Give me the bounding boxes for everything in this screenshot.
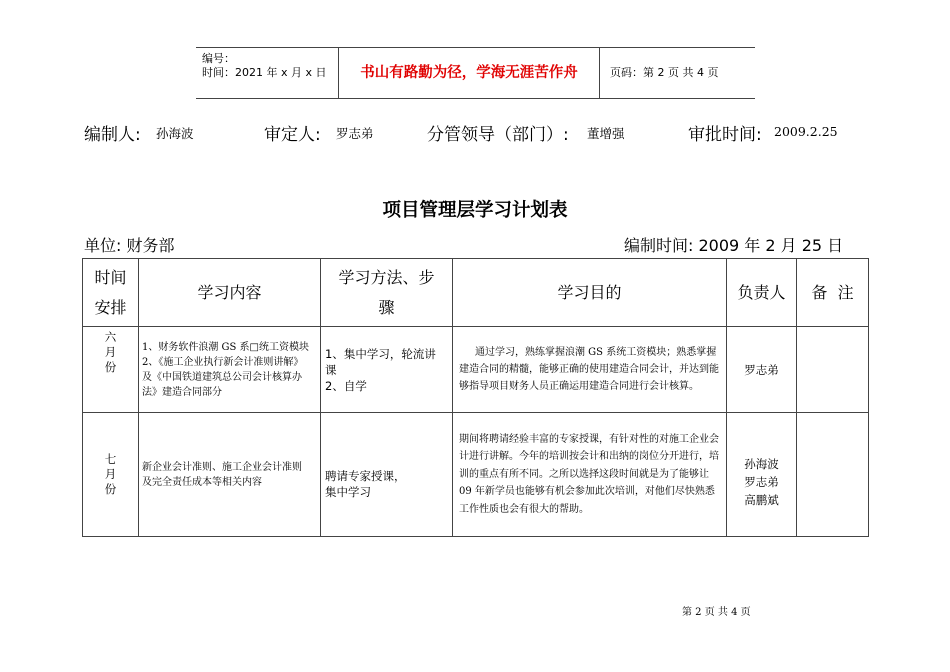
row-owner: 孙海波 罗志弟 高鹏斌: [727, 413, 797, 537]
table-row: [83, 413, 869, 537]
approval-date: 2009.2.25: [774, 124, 838, 139]
header-meta: [196, 48, 338, 102]
row-method: 聘请专家授课， 集中学习: [321, 413, 453, 537]
compile-date: 编制时间: 2009 年 2 月 25 日: [624, 236, 844, 255]
header-time: 时间 安排: [83, 259, 139, 327]
approvers-line: [84, 120, 884, 144]
reviewer-name: 罗志弟: [336, 126, 374, 141]
page-footer: 第 2 页 共 4 页: [682, 607, 751, 618]
header-method: 学习方法、步 骤: [321, 259, 453, 327]
row-content: 新企业会计准则、施工企业会计准则 及完全责任成本等相关内容: [139, 413, 321, 537]
table-header-row: [83, 259, 869, 327]
document-title: 项目管理层学习计划表: [382, 200, 568, 221]
header-goal: 学习目的: [453, 259, 727, 327]
header-owner: 负责人: [727, 259, 797, 327]
unit-label: 单位: 财务部: [84, 236, 175, 255]
preparer-name: 孙海波: [156, 126, 194, 141]
row-method: 1、集中学习，轮流讲 课 2、自学: [321, 327, 453, 413]
row-month: 六 月 份: [83, 327, 139, 413]
leader-label: 分管领导（部门）:: [427, 125, 569, 145]
row-goal: 通过学习，熟练掌握浪潮 GS 系统工资模块；熟悉掌握建造合同的精髓，能够正确的使用建造合同会计，并达到能够指导项目财务人员正确运用建造合同进行会计核算。: [453, 327, 727, 413]
leader-name: 董增强: [587, 126, 625, 141]
header-page-label: 页码：第 2 页 共 4 页: [610, 66, 719, 79]
code-label: 编号：: [202, 52, 235, 65]
approval-label: 审批时间:: [688, 125, 762, 145]
header-note: 备 注: [797, 259, 869, 327]
row-note: [797, 413, 869, 537]
preparer-label: 编制人:: [84, 125, 141, 145]
time-label: 时间：2021 年 x 月 x 日: [202, 66, 327, 79]
header-content: 学习内容: [139, 259, 321, 327]
table-row: [83, 327, 869, 413]
header-motto: 书山有路勤为径，学海无涯苦作舟: [338, 48, 600, 98]
row-note: [797, 327, 869, 413]
study-plan-table: [82, 258, 869, 537]
row-content: 1、财务软件浪潮 GS 系□统工资模块 2、《施工企业执行新会计准则讲解》 及《中国铁道建筑总公司会计核算办 法》建造合同部分: [139, 327, 321, 413]
page-header: [196, 47, 755, 99]
row-owner: 罗志弟: [727, 327, 797, 413]
reviewer-label: 审定人:: [264, 125, 321, 145]
row-goal: 期间将聘请经验丰富的专家授课，有针对性的对施工企业会计进行讲解。今年的培训按会计和出纳的岗位分开进行，培训的重点有所不同。之所以选择这段时间就是为了能够让 09 年新学员也能够有机会参加此次培训，对他们尽快熟悉工作性质也会有很大的帮助。: [453, 413, 727, 537]
row-month: 七 月 份: [83, 413, 139, 537]
